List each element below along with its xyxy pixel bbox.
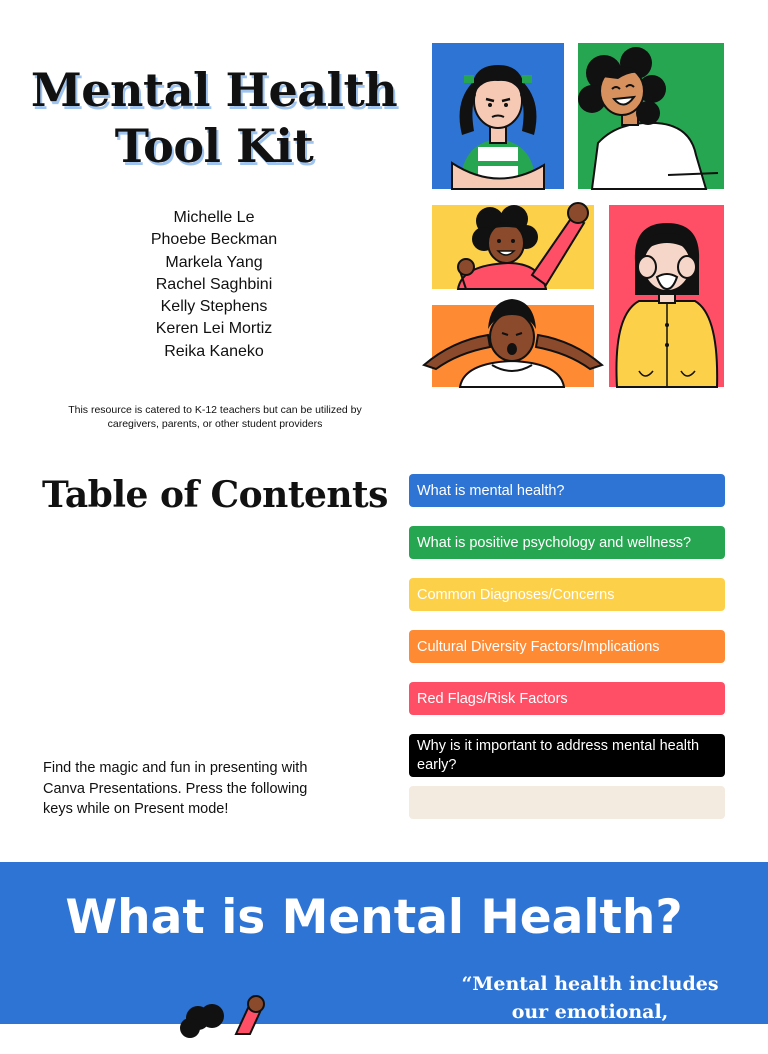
author-list: [84, 207, 344, 363]
toc-item-common-diagnoses[interactable]: Common Diagnoses/Concerns: [409, 578, 725, 611]
cheering-figure-icon: [178, 994, 268, 1034]
toc-item-what-is-mental-health[interactable]: What is mental health?: [409, 474, 725, 507]
toc-item-red-flags[interactable]: Red Flags/Risk Factors: [409, 682, 725, 715]
toc-item-cultural-diversity[interactable]: Cultural Diversity Factors/Implications: [409, 630, 725, 663]
girl-cheering-illustration: [432, 205, 594, 289]
audience-note: This resource is catered to K-12 teachers but can be utilized by caregivers, parents, or other student providers: [68, 404, 362, 430]
toc-item-positive-psychology[interactable]: What is positive psychology and wellness?: [409, 526, 725, 559]
author-name: Reika Kaneko: [164, 342, 264, 360]
author-name: Markela Yang: [165, 253, 263, 271]
toc-title: Table of Contents: [42, 474, 388, 516]
author-name: Michelle Le: [173, 209, 255, 226]
author-name: Keren Lei Mortiz: [155, 320, 273, 338]
girl-crying-illustration: [609, 205, 724, 387]
present-mode-tip: Find the magic and fun in presenting with Canva Presentations. Press the following keys while on Present mode!: [43, 760, 308, 817]
toc-item-why-address-early[interactable]: Why is it important to address mental health early?: [409, 734, 725, 777]
toc-item-empty[interactable]: [409, 786, 725, 819]
boy-stressed-illustration: [432, 305, 594, 387]
author-name: Rachel Saghbini: [155, 275, 273, 293]
what-is-mental-health-section: [0, 862, 768, 1051]
page-title: [30, 62, 398, 174]
author-name: Kelly Stephens: [160, 298, 268, 316]
title-line-1: Mental Health: [30, 63, 398, 117]
girl-arms-crossed-illustration: [432, 43, 564, 189]
girl-laughing-illustration: [578, 43, 724, 189]
author-name: Phoebe Beckman: [150, 231, 278, 249]
section-title: What is Mental Health?: [65, 890, 683, 945]
title-line-2: Tool Kit: [114, 119, 314, 173]
section-quote: “Mental health includes our emotional, psychological,: [461, 973, 719, 1051]
